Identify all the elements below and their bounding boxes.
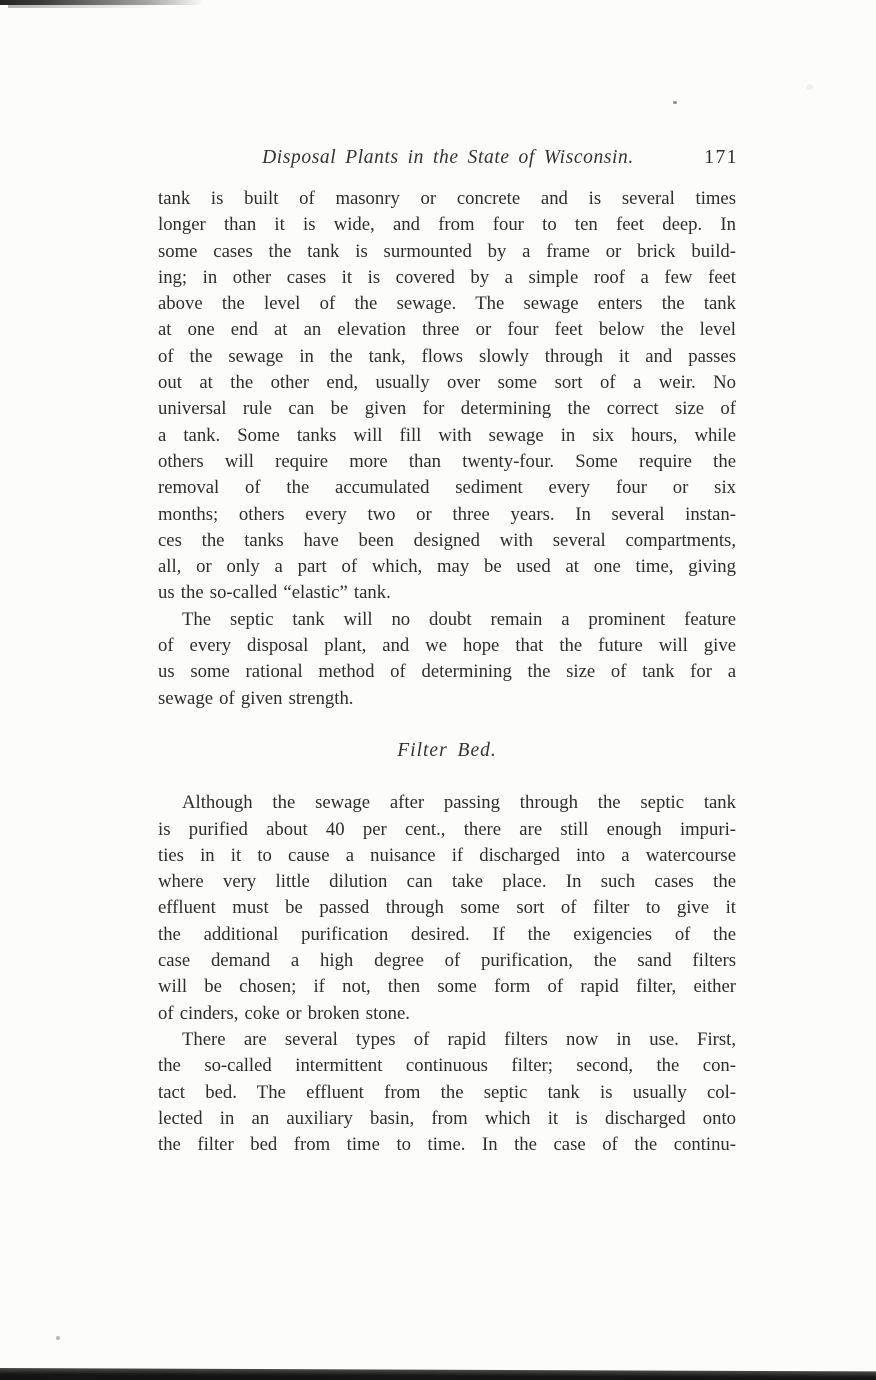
text-line: will be chosen; if not, then some form of rapid filter, either — [158, 976, 736, 998]
text-line: others will require more than twenty-four. Some require the — [158, 450, 736, 472]
section-heading: Filter Bed. — [397, 739, 497, 761]
text-line: us the so-called “elastic” tank. — [158, 582, 391, 604]
text-line: The septic tank will no doubt remain a prominent feature — [182, 608, 736, 630]
text-line: ing; in other cases it is covered by a simple roof a few feet — [158, 266, 736, 288]
text-line: case demand a high degree of purification, the sand filters — [158, 950, 736, 972]
text-line: above the level of the sewage. The sewage enters the tank — [158, 293, 736, 315]
paragraph — [158, 186, 736, 607]
text-line: all, or only a part of which, may be used at one time, giving — [158, 556, 736, 578]
text-line: longer than it is wide, and from four to ten feet deep. In — [158, 214, 736, 236]
paragraph — [158, 1027, 736, 1158]
text-line: a tank. Some tanks will fill with sewage in six hours, while — [158, 424, 736, 446]
text-line: Although the sewage after passing through the septic tank — [182, 792, 736, 814]
text-line: at one end at an elevation three or four feet below the level — [158, 319, 736, 341]
text-line: some cases the tank is surmounted by a frame or brick build- — [158, 240, 736, 262]
text-line: ces the tanks have been designed with several compartments, — [158, 529, 736, 551]
text-line: where very little dilution can take place. In such cases the — [158, 871, 736, 893]
scan-speck — [673, 101, 677, 104]
text-line: ties in it to cause a nuisance if discharged into a watercourse — [158, 844, 736, 866]
text-line: lected in an auxiliary basin, from which it is discharged onto — [158, 1107, 736, 1129]
text-line: tank is built of masonry or concrete and is several times — [158, 188, 736, 209]
text-line: There are several types of rapid filters now in use. First, — [182, 1028, 736, 1050]
running-header-title: Disposal Plants in the State of Wisconsin. — [262, 147, 634, 168]
text-line: sewage of given strength. — [158, 687, 354, 709]
running-header — [158, 146, 738, 170]
scan-speck — [56, 1336, 60, 1340]
text-line: the so-called intermittent continuous filter; second, the con- — [158, 1055, 736, 1077]
page-number: 171 — [704, 147, 738, 168]
paragraph — [158, 790, 736, 1027]
text-line: universal rule can be given for determining the correct size of — [158, 398, 736, 420]
text-line: of every disposal plant, and we hope that the future will give — [158, 635, 736, 657]
text-line: removal of the accumulated sediment every four or six — [158, 477, 736, 499]
paragraph — [158, 607, 736, 712]
scan-speck — [806, 84, 813, 90]
scan-artifact-top-edge-faint — [8, 5, 158, 8]
text-line: of cinders, coke or broken stone. — [158, 1002, 410, 1024]
scan-artifact-bottom-bar — [0, 1368, 876, 1380]
text-line: effluent must be passed through some sort of filter to give it — [158, 897, 736, 919]
text-line: out at the other end, usually over some sort of a weir. No — [158, 372, 736, 394]
text-line: tact bed. The effluent from the septic tank is usually col- — [158, 1081, 736, 1103]
text-line: the additional purification desired. If the exigencies of the — [158, 923, 736, 945]
text-block — [158, 186, 736, 1158]
text-line: months; others every two or three years. In several instan- — [158, 503, 736, 525]
text-line: the filter bed from time to time. In the case of the continu- — [158, 1134, 736, 1156]
text-line: is purified about 40 per cent., there are still enough impuri- — [158, 818, 736, 840]
text-line: us some rational method of determining the size of tank for a — [158, 661, 736, 683]
text-line: of the sewage in the tank, flows slowly through it and passes — [158, 345, 736, 367]
